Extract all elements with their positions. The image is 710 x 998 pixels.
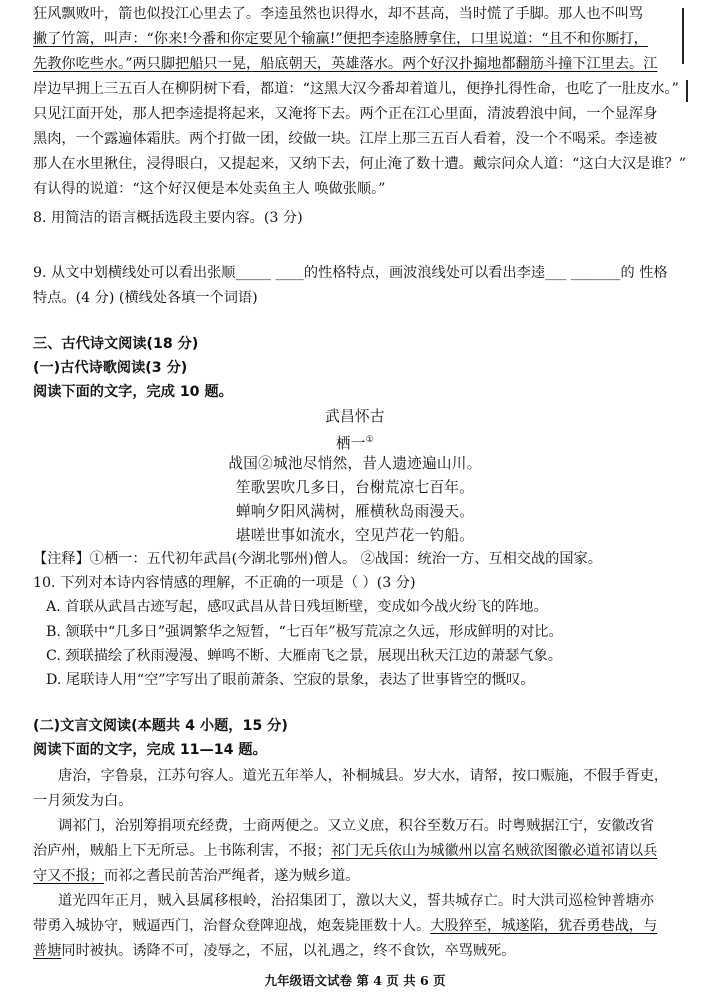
question-9-part-c: 的 性格 [620,265,668,281]
excerpt-line-6: 黑肉，一个露遍体霜肤。两个打做一团，绞做一块。江岸上那三五百人看着，没一个不喝采。李逵被 [33,131,658,147]
question-9-part-b: 的性格特点，画波浪线处可以看出李逵 [303,265,546,281]
classical-p2-text-end: 而祁之耆民前苦治严绳者，遂为贼乡道。 [103,868,360,884]
section-3-title: 三、古代诗文阅读(18 分) [33,336,199,352]
handwritten-bracket-mark [682,8,684,64]
classical-p2-line-1: 调祁门，治别筹捐项充经费，士商两便之。又立义庶，积谷至数万石。时粤贼据江宁，安徽改省 [58,818,654,834]
excerpt-line-1: 狂风飘败叶，箭也似投江心里去了。李逵虽然也识得水，却不甚高，当时慌了手脚。那人也不叫骂 [33,6,644,22]
poem-title: 武昌怀古 [325,408,385,425]
zhangshun-underlined-text: 撇了竹篙，叫声：“你来!今番和你定要见个输赢!”便把李逵胳膊拿住，口里说道：“且不和你厮打， [33,31,648,47]
classical-p1-line-1: 唐治，字鲁泉，江苏句容人。道光五年举人，补桐城县。岁大水，请帑，按口赈施，不假手胥吏， [58,768,669,784]
classical-p3-text: 带勇入城协守，贼逼西门，治督众登陴迎战，炮轰毙匪数十人。 [33,918,431,934]
classical-p2-line-2 [33,841,657,861]
classical-p1-line-2: 一月须发为白。 [33,793,133,809]
handwritten-tick-mark [686,80,688,102]
translation-underlined-sentence-2: 大股猝至，城遂陷，犹吞勇巷战，与 [430,918,658,934]
excerpt-line-2 [33,29,648,49]
poem-author-note-mark: ① [365,435,375,445]
answer-blank-1[interactable]: _____ ____ [235,265,304,281]
poem-line-2: 笙歌罢吹几多日，台榭荒凉七百年。 [235,479,475,496]
translation-underlined-sentence-1: 祁门无兵依山为城徽州以富名贼欲图徽必道祁请以兵 [330,843,658,859]
question-10-option-c[interactable]: C. 颈联描绘了秋雨漫漫、蝉鸣不断、大雁南飞之景，展现出秋天江边的萧瑟气象。 [46,648,562,664]
classical-subsection-title: (二)文言文阅读(本题共 4 小题，15 分) [33,718,288,734]
excerpt-line-7: 那人在水里揪住，浸得眼白，又提起来，又纳下去，何止淹了数十遭。戴宗问众人道：“这白大汉是谁？” [33,156,686,172]
poem-notes: 【注释】①栖一：五代初年武昌(今湖北鄂州)僧人。 ②战国：统治一方、互相交战的国家。 [33,551,602,567]
page-footer: 九年级语文试卷 第 4 页 共 6 页 [264,973,446,988]
question-10-stem: 10. 下列对本诗内容情感的理解，不正确的一项是（ ）(3 分) [33,575,416,591]
poem-author-line [0,430,710,450]
excerpt-line-4: 岸边早拥上三五百人在柳阴树下看，都道：“这黑大汉今番却着道儿，便挣扎得性命，也吃了一肚皮水。” [33,81,679,97]
question-10-option-d[interactable]: D. 尾联诗人用“空”字写出了眼前萧条、空寂的景象，表达了世事皆空的慨叹。 [46,672,535,688]
excerpt-line-8: 有认得的说道：“这个好汉便是本处卖鱼主人 唤做张顺。” [33,181,386,197]
classical-p2-text: 治庐州，贼船上下无所忌。上书陈利害，不报； [33,843,331,859]
classical-p2-line-3 [33,866,359,886]
zhangshun-underlined-text-2: 先教你吃些水。”两只脚把船只一晃，船底朝天，英雄落水。两个好汉扑搧地都翻筋斗撞下江里去。江 [33,56,658,72]
poem-line-3: 蝉响夕阳风满树，雁横秋岛雨漫天。 [235,503,475,520]
translation-underlined-sentence-1-end: 守又不报； [33,868,104,884]
poem-line-4: 堪嗟世事如流水，空见芦花一钓船。 [235,527,475,544]
classical-p3-text-end: 同时被执。诱降不可，凌辱之，不屈，以礼遇之，终不食饮，卒骂贼死。 [61,943,516,959]
classical-p3-line-1: 道光四年正月，贼入县属移根岭，治招集团丁，激以大义，誓共城存亡。时大洪司巡检钟普塘亦 [58,893,654,909]
classical-instruction: 阅读下面的文字，完成 11—14 题。 [33,742,267,758]
classical-p3-line-3 [33,941,515,961]
question-10-option-b[interactable]: B. 颔联中“几多日”强调繁华之短暂，“七百年”极写荒凉之久远，形成鲜明的对比。 [46,624,563,640]
question-9-line-1 [33,263,668,283]
excerpt-line-3 [33,54,657,74]
question-9-part-a: 9. 从文中划横线处可以看出张顺 [33,265,236,281]
question-10-option-a[interactable]: A. 首联从武昌古迹写起，感叹武昌从昔日残垣断壁，变成如今战火纷飞的阵地。 [46,599,548,615]
answer-blank-2[interactable]: ___ _______ [545,265,621,281]
question-8: 8. 用简洁的语言概括选段主要内容。(3 分) [33,210,303,226]
question-9-line-2: 特点。(4 分) (横线处各填一个词语) [33,290,258,306]
poetry-instruction: 阅读下面的文字，完成 10 题。 [33,384,233,400]
poetry-subsection-title: (一)古代诗歌阅读(3 分) [33,360,188,376]
poem-author: 栖一 [335,434,366,452]
classical-p3-line-2 [33,916,657,936]
translation-underlined-sentence-2-end: 普塘 [33,943,62,959]
excerpt-line-5: 只见江面开处，那人把李逵提将起来，又淹将下去。两个正在江心里面，清波碧浪中间，一个显浑身 [33,106,658,122]
poem-line-1: 战国②城池尽悄然，昔人遗迹遍山川。 [228,455,482,472]
